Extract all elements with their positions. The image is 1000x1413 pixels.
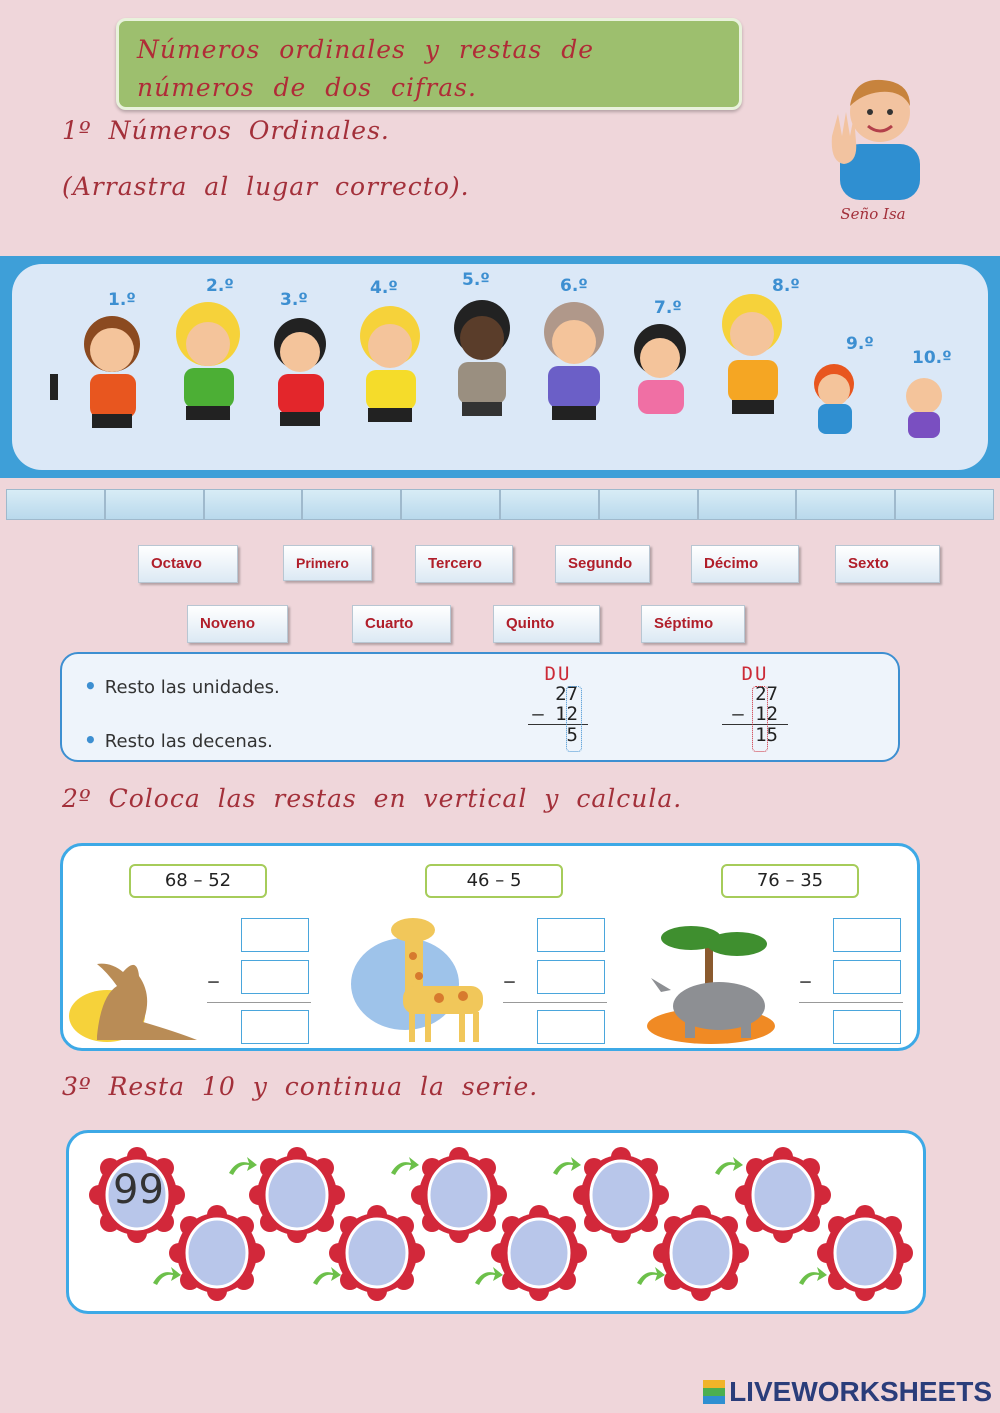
answer-3-bottom[interactable] [833,960,901,994]
ordinal-label: 1.º [108,290,136,310]
series-answer-7[interactable] [675,1235,721,1271]
series-answer-3[interactable] [351,1235,397,1271]
word-card-tercero[interactable]: Tercero [415,545,513,583]
example-calc-1: DU 27 – 12 5 [528,664,588,745]
ordinal-label: 5.º [462,270,490,290]
word-card-primero[interactable]: Primero [283,545,372,581]
page-title: Números ordinales y restas de números de dos cifras. [137,35,595,102]
minus-sign: – [532,703,544,725]
title-banner [116,18,742,110]
rhino-illustration [641,922,781,1046]
section3-heading: 3º Resta 10 y continua la serie. [62,1072,539,1101]
example-step-2: Resto las decenas. [104,731,273,752]
answer-3-result[interactable] [833,1010,901,1044]
series-answer-9[interactable] [839,1235,885,1271]
answer-1-top[interactable] [241,918,309,952]
bullet-icon: • [84,674,97,698]
answer-2-result[interactable] [537,1010,605,1044]
answer-2-top[interactable] [537,918,605,952]
teacher-avatar [818,66,928,228]
units-highlight [566,686,582,752]
example-calc-2: DU 27 – 12 15 [722,664,788,745]
du-header: DU [544,663,572,685]
series-answer-8[interactable] [757,1177,803,1213]
drop-slot-2[interactable] [105,489,204,520]
subtraction-example [60,652,900,762]
series-answer-6[interactable] [595,1177,641,1213]
word-card-decimo[interactable]: Décimo [691,545,799,583]
drop-slot-10[interactable] [895,489,994,520]
minus-sign: – [207,966,220,996]
subtraction-exercises [60,843,920,1051]
ordinal-label: 4.º [370,278,398,298]
minus-sign: – [503,966,516,996]
ordinal-picture [12,264,988,470]
series-answer-2[interactable] [271,1177,317,1213]
word-card-septimo[interactable]: Séptimo [641,605,745,643]
bullet-icon: • [84,728,97,752]
ordinal-label: 8.º [772,276,800,296]
avatar-caption: Seño Isa [840,205,906,223]
ordinal-label: 6.º [560,276,588,296]
series-answer-1[interactable] [191,1235,237,1271]
series-answer-5[interactable] [513,1235,559,1271]
series-start-number: 99 [113,1167,164,1213]
drop-slot-4[interactable] [302,489,401,520]
drop-slot-5[interactable] [401,489,500,520]
answer-1-bottom[interactable] [241,960,309,994]
drop-slot-8[interactable] [698,489,797,520]
section2-heading: 2º Coloca las restas en vertical y calcula. [62,784,683,813]
ordinal-label: 9.º [846,334,874,354]
running-children-illustration [12,264,988,470]
minus-sign: – [799,966,812,996]
word-card-quinto[interactable]: Quinto [493,605,600,643]
ordinal-label: 10.º [912,348,952,368]
ordinal-label: 2.º [206,276,234,296]
drop-zone-row [6,489,994,522]
drop-slot-7[interactable] [599,489,698,520]
answer-3-top[interactable] [833,918,901,952]
word-card-octavo[interactable]: Octavo [138,545,238,583]
du-header: DU [741,663,769,685]
ordinal-label: 3.º [280,290,308,310]
section1-instruction: (Arrastra al lugar correcto). [62,172,470,201]
subtraction-2-label: 46 – 5 [425,864,563,898]
tens-highlight [752,686,768,752]
drop-slot-9[interactable] [796,489,895,520]
word-card-segundo[interactable]: Segundo [555,545,650,583]
subtraction-3-label: 76 – 35 [721,864,859,898]
word-card-sexto[interactable]: Sexto [835,545,940,583]
section1-heading: 1º Números Ordinales. [62,116,390,145]
drop-slot-1[interactable] [6,489,105,520]
word-card-noveno[interactable]: Noveno [187,605,288,643]
example-step-1: Resto las unidades. [104,677,280,698]
drop-slot-6[interactable] [500,489,599,520]
drop-slot-3[interactable] [204,489,303,520]
kangaroo-illustration [67,936,207,1046]
word-card-cuarto[interactable]: Cuarto [352,605,451,643]
number-series [66,1130,926,1314]
liveworksheets-logo: LIVEWORKSHEETS [703,1376,992,1408]
answer-2-bottom[interactable] [537,960,605,994]
flower-series-illustration [69,1133,923,1311]
answer-1-result[interactable] [241,1010,309,1044]
logo-icon [703,1380,725,1404]
ordinal-label: 7.º [654,298,682,318]
subtraction-1-label: 68 – 52 [129,864,267,898]
series-answer-4[interactable] [433,1177,479,1213]
giraffe-illustration [349,916,499,1046]
minus-sign: – [732,703,744,725]
